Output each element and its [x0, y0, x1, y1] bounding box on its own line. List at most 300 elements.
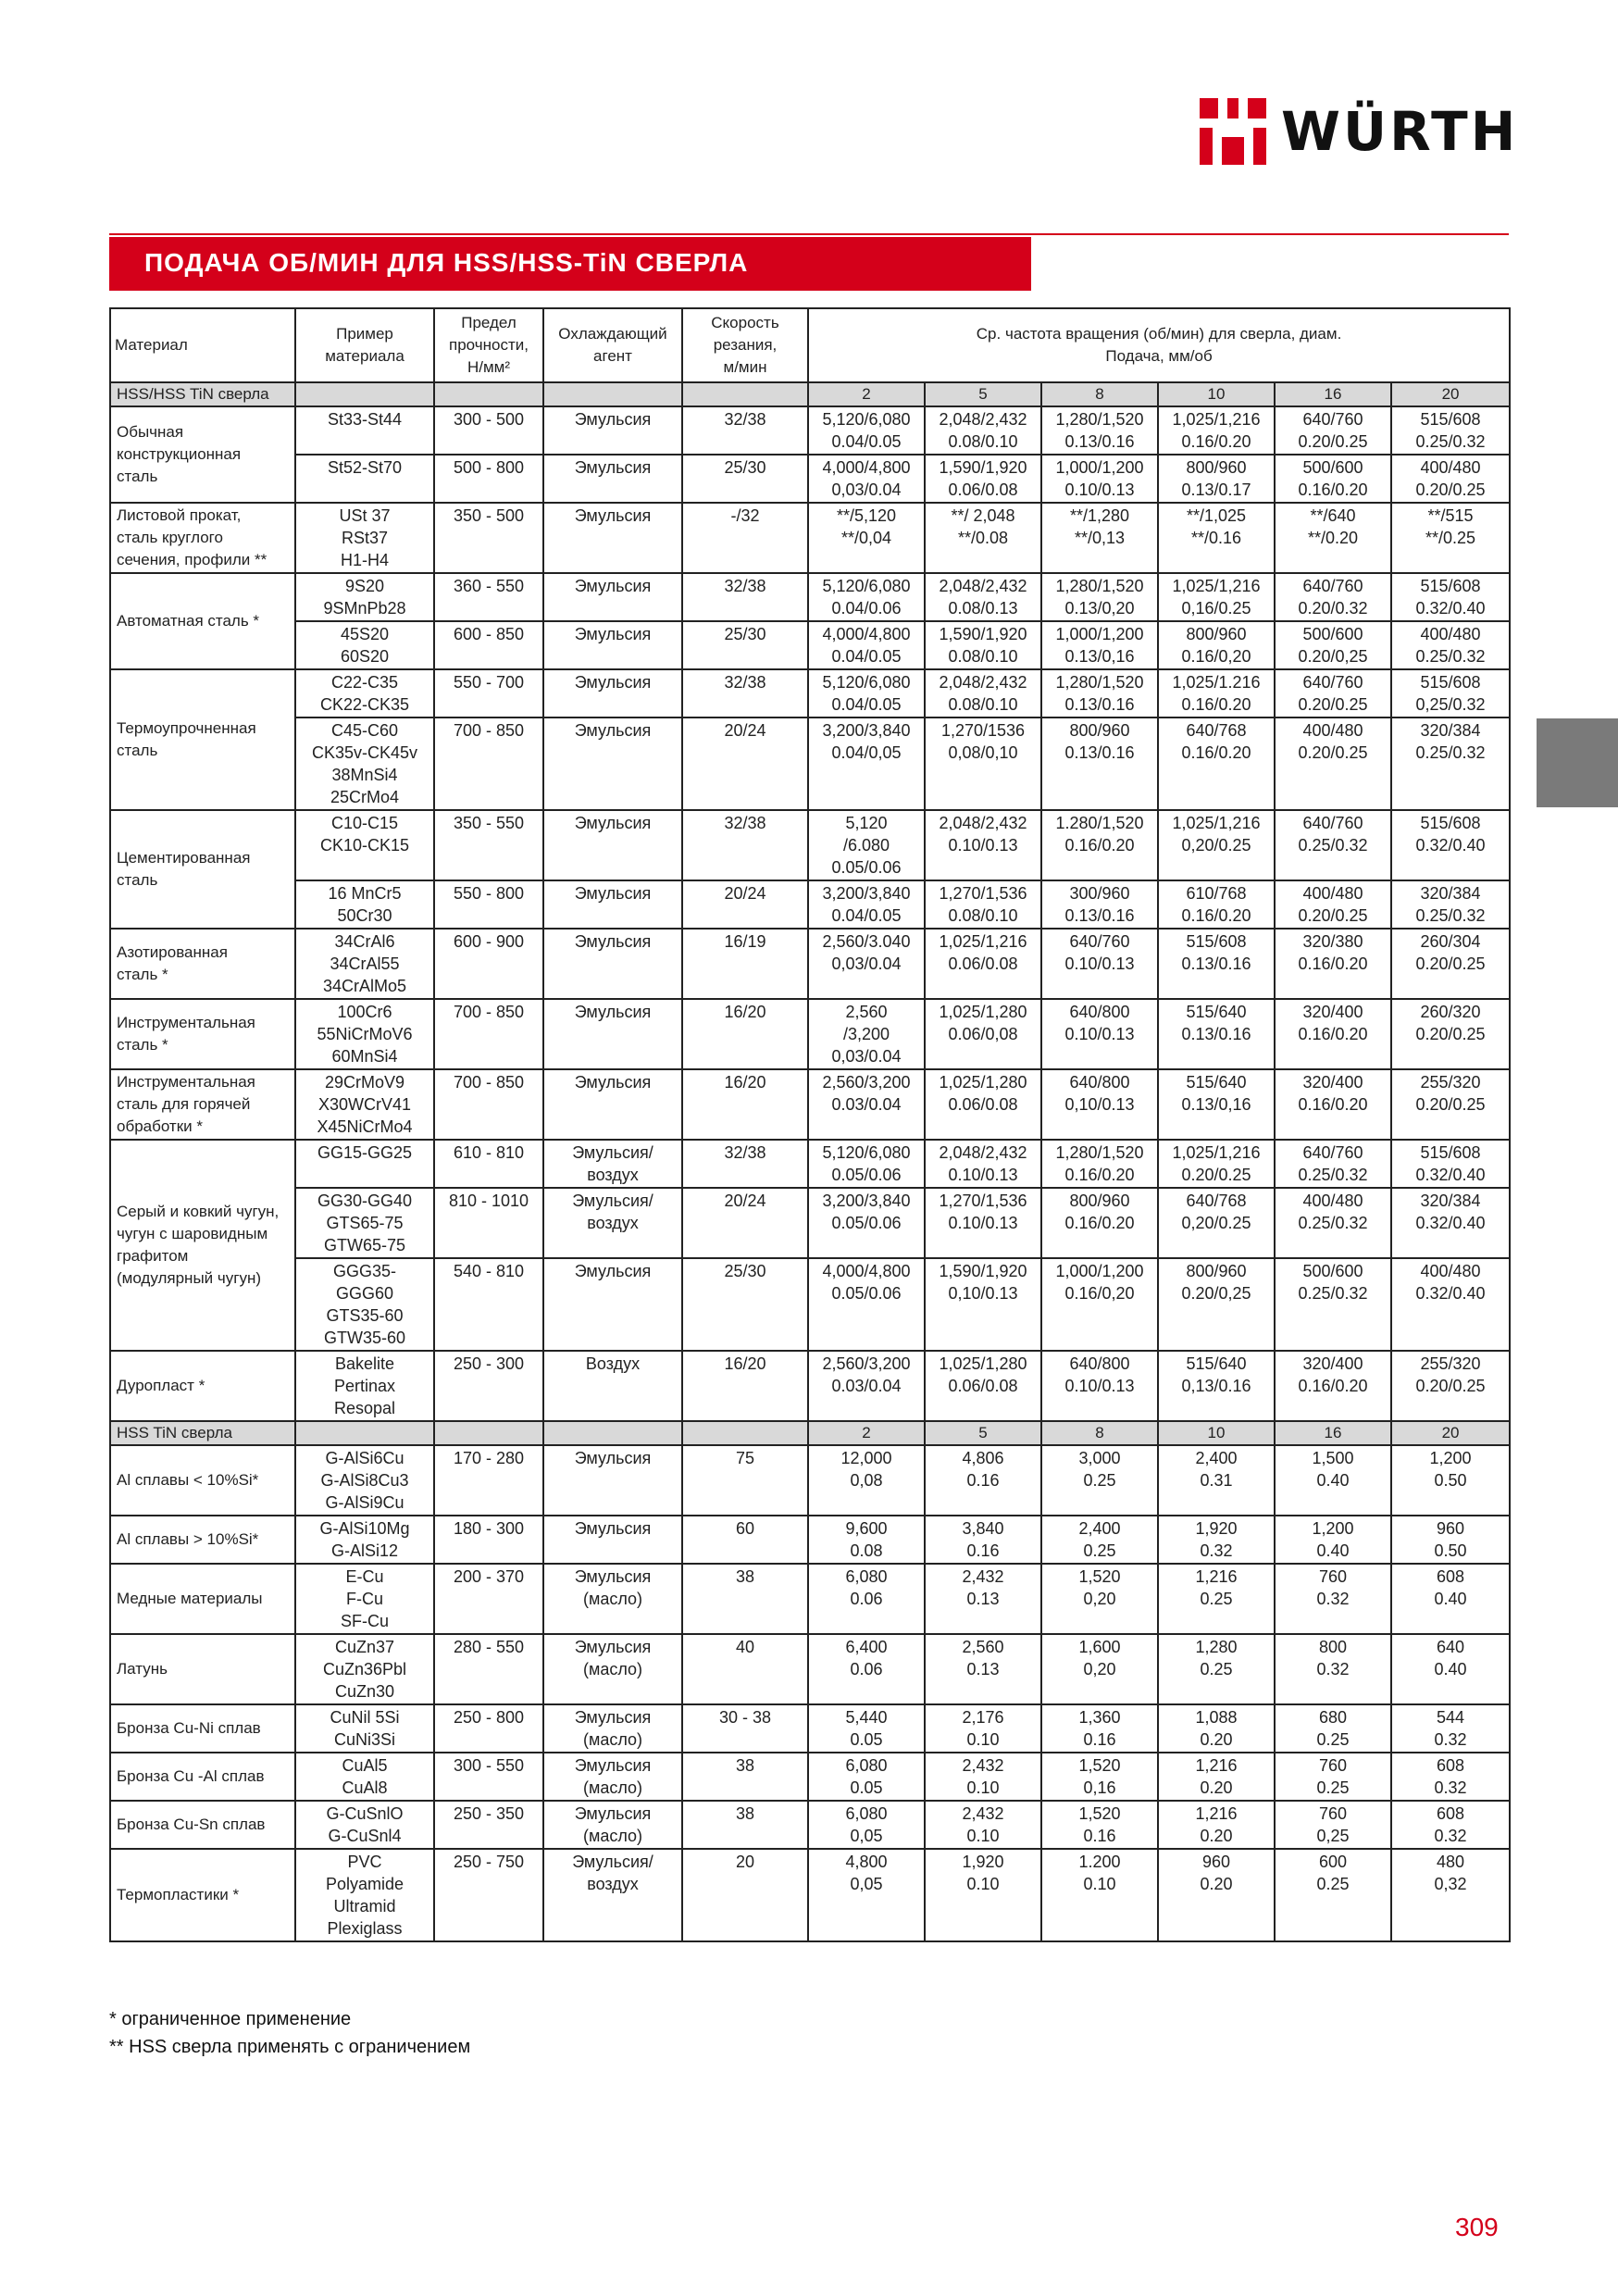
rpm-feed-cell: 1,200 0.50 [1391, 1445, 1510, 1516]
strength-cell: 600 - 900 [434, 929, 543, 999]
example-cell: 16 MnCr5 50Cr30 [295, 880, 434, 929]
rpm-feed-cell: 400/480 0.20/0.25 [1275, 880, 1391, 929]
rpm-feed-cell: 2,048/2,432 0.10/0.13 [925, 810, 1041, 880]
section-row [110, 382, 1510, 406]
rpm-feed-cell: 960 0.20 [1158, 1849, 1275, 1941]
rpm-feed-cell: 608 0.32 [1391, 1753, 1510, 1801]
rpm-feed-cell: 640/800 0.10/0.13 [1041, 1351, 1158, 1421]
coolant-cell: Эмульсия [543, 621, 682, 669]
rpm-feed-cell: 9,600 0.08 [808, 1516, 925, 1564]
table-row [110, 1069, 1510, 1140]
diameter-header: 2 [808, 382, 925, 406]
material-cell: Инструментальная сталь * [110, 999, 295, 1069]
coolant-cell: Эмульсия [543, 406, 682, 455]
rpm-feed-cell: 2,048/2,432 0.08/0.10 [925, 669, 1041, 718]
rpm-feed-cell: 1,216 0.20 [1158, 1753, 1275, 1801]
rpm-feed-cell: 1.280/1,520 0.16/0.20 [1041, 810, 1158, 880]
rpm-feed-cell: 255/320 0.20/0.25 [1391, 1351, 1510, 1421]
material-cell: Инструментальная сталь для горячей обработки * [110, 1069, 295, 1140]
rpm-feed-cell: 600 0.25 [1275, 1849, 1391, 1941]
rpm-feed-cell: 5,440 0.05 [808, 1704, 925, 1753]
rpm-feed-cell: 260/320 0.20/0.25 [1391, 999, 1510, 1069]
rpm-feed-cell: 515/608 0.32/0.40 [1391, 1140, 1510, 1188]
diameter-header: 20 [1391, 382, 1510, 406]
rpm-feed-cell: 1,520 0,20 [1041, 1564, 1158, 1634]
table-row [110, 1704, 1510, 1753]
coolant-cell: Эмульсия (масло) [543, 1564, 682, 1634]
material-cell: Термоупрочненная сталь [110, 669, 295, 810]
rpm-feed-cell: 2,432 0.10 [925, 1753, 1041, 1801]
strength-cell: 280 - 550 [434, 1634, 543, 1704]
diameter-header: 10 [1158, 1421, 1275, 1445]
material-cell: Серый и ковкий чугун, чугун с шаровидным графитом (модулярный чугун) [110, 1140, 295, 1351]
diameter-header: 16 [1275, 1421, 1391, 1445]
rpm-feed-cell: 800/960 0.20/0,25 [1158, 1258, 1275, 1351]
coolant-cell: Эмульсия [543, 455, 682, 503]
rpm-feed-cell: 320/380 0.16/0.20 [1275, 929, 1391, 999]
rpm-feed-cell: 6,400 0.06 [808, 1634, 925, 1704]
rpm-feed-cell: 2,400 0.31 [1158, 1445, 1275, 1516]
rpm-feed-cell: 515/640 0.13/0.16 [1158, 999, 1275, 1069]
title-rule [109, 233, 1509, 235]
rpm-feed-cell: 400/480 0.32/0.40 [1391, 1258, 1510, 1351]
header-rpm: Ср. частота вращения (об/мин) для сверла, диам. Подача, мм/об [808, 308, 1510, 382]
rpm-feed-cell: 1,025/1,280 0.06/0,08 [925, 999, 1041, 1069]
material-cell: Бронза Cu-Ni сплав [110, 1704, 295, 1753]
coolant-cell: Эмульсия (масло) [543, 1634, 682, 1704]
footnote-limited: * ограниченное применение [109, 2009, 352, 2029]
rpm-feed-cell: 1,590/1,920 0.06/0.08 [925, 455, 1041, 503]
material-cell: Листовой прокат, сталь круглого сечения, профили ** [110, 503, 295, 573]
rpm-feed-cell: 1.200 0.10 [1041, 1849, 1158, 1941]
example-cell: 29CrMoV9 X30WCrV41 X45NiCrMo4 [295, 1069, 434, 1140]
table-row [110, 573, 1510, 621]
rpm-feed-cell: 800/960 0.13/0.16 [1041, 718, 1158, 810]
speed-cell: 32/38 [682, 1140, 808, 1188]
example-cell: C10-C15 CK10-CK15 [295, 810, 434, 880]
example-cell: GGG35- GGG60 GTS35-60 GTW35-60 [295, 1258, 434, 1351]
material-cell: Обычная конструкционная сталь [110, 406, 295, 503]
rpm-feed-cell: 1,216 0.25 [1158, 1564, 1275, 1634]
rpm-feed-cell: 1,200 0.40 [1275, 1516, 1391, 1564]
strength-cell: 250 - 750 [434, 1849, 543, 1941]
example-cell: CuNil 5Si CuNi3Si [295, 1704, 434, 1753]
section-empty-cell [434, 1421, 543, 1445]
table-row [110, 1140, 1510, 1188]
rpm-feed-cell: 1,000/1,200 0.16/0,20 [1041, 1258, 1158, 1351]
coolant-cell: Эмульсия [543, 669, 682, 718]
rpm-feed-cell: 515/640 0.13/0,16 [1158, 1069, 1275, 1140]
coolant-cell: Эмульсия/ воздух [543, 1188, 682, 1258]
speed-cell: 20/24 [682, 1188, 808, 1258]
speed-cell: 25/30 [682, 621, 808, 669]
rpm-feed-cell: 260/304 0.20/0.25 [1391, 929, 1510, 999]
section-empty-cell [682, 1421, 808, 1445]
rpm-feed-cell: 640/760 0.20/0.25 [1275, 669, 1391, 718]
wurth-logo-text: WÜRTH [1281, 100, 1519, 163]
rpm-feed-cell: 6,080 0.06 [808, 1564, 925, 1634]
speed-cell: 40 [682, 1634, 808, 1704]
section-empty-cell [295, 1421, 434, 1445]
rpm-feed-cell: 300/960 0.13/0.16 [1041, 880, 1158, 929]
strength-cell: 540 - 810 [434, 1258, 543, 1351]
example-cell: USt 37 RSt37 H1-H4 [295, 503, 434, 573]
coolant-cell: Эмульсия [543, 929, 682, 999]
rpm-feed-cell: 6,080 0.05 [808, 1753, 925, 1801]
section-label: HSS/HSS TiN сверла [110, 382, 295, 406]
rpm-feed-cell: 640/760 0.20/0.32 [1275, 573, 1391, 621]
table-row [110, 929, 1510, 999]
rpm-feed-cell: 400/480 0.25/0.32 [1275, 1188, 1391, 1258]
rpm-feed-cell: 3,200/3,840 0.04/0,05 [808, 718, 925, 810]
table-row [110, 621, 1510, 669]
rpm-feed-cell: 5,120/6,080 0.04/0.05 [808, 406, 925, 455]
coolant-cell: Воздух [543, 1351, 682, 1421]
section-empty-cell [543, 382, 682, 406]
rpm-feed-cell: 1,520 0.16 [1041, 1801, 1158, 1849]
rpm-feed-cell: 1,920 0.10 [925, 1849, 1041, 1941]
example-cell: 9S20 9SMnPb28 [295, 573, 434, 621]
example-cell: 34CrAl6 34CrAl55 34CrAlMo5 [295, 929, 434, 999]
rpm-feed-cell: 515/640 0,13/0.16 [1158, 1351, 1275, 1421]
rpm-feed-cell: 5,120 /6.080 0.05/0.06 [808, 810, 925, 880]
strength-cell: 610 - 810 [434, 1140, 543, 1188]
rpm-feed-cell: 2,432 0.13 [925, 1564, 1041, 1634]
rpm-feed-cell: 320/400 0.16/0.20 [1275, 1069, 1391, 1140]
diameter-header: 8 [1041, 1421, 1158, 1445]
rpm-feed-cell: 2,048/2,432 0.08/0.13 [925, 573, 1041, 621]
drill-feed-table [109, 307, 1511, 1942]
rpm-feed-cell: 320/384 0.32/0.40 [1391, 1188, 1510, 1258]
coolant-cell: Эмульсия/ воздух [543, 1140, 682, 1188]
rpm-feed-cell: 1,280/1,520 0.13/0.16 [1041, 669, 1158, 718]
rpm-feed-cell: 1,270/1,536 0.10/0.13 [925, 1188, 1041, 1258]
rpm-feed-cell: 2,432 0.10 [925, 1801, 1041, 1849]
rpm-feed-cell: 640/760 0.25/0.32 [1275, 1140, 1391, 1188]
rpm-feed-cell: 760 0,25 [1275, 1801, 1391, 1849]
rpm-feed-cell: 1,280 0.25 [1158, 1634, 1275, 1704]
rpm-feed-cell: 608 0.32 [1391, 1801, 1510, 1849]
rpm-feed-cell: 4,806 0.16 [925, 1445, 1041, 1516]
strength-cell: 250 - 350 [434, 1801, 543, 1849]
strength-cell: 700 - 850 [434, 718, 543, 810]
coolant-cell: Эмульсия (масло) [543, 1704, 682, 1753]
rpm-feed-cell: 500/600 0.16/0.20 [1275, 455, 1391, 503]
section-empty-cell [434, 382, 543, 406]
rpm-feed-cell: 515/608 0.32/0.40 [1391, 810, 1510, 880]
strength-cell: 250 - 300 [434, 1351, 543, 1421]
rpm-feed-cell: 640/800 0,10/0.13 [1041, 1069, 1158, 1140]
coolant-cell: Эмульсия [543, 1516, 682, 1564]
example-cell: C45-C60 CK35v-CK45v 38MnSi4 25CrMo4 [295, 718, 434, 810]
page-title: ПОДАЧА ОБ/МИН ДЛЯ HSS/HSS-TiN СВЕРЛА [144, 248, 749, 277]
strength-cell: 700 - 850 [434, 999, 543, 1069]
title-bar [109, 237, 1031, 291]
strength-cell: 180 - 300 [434, 1516, 543, 1564]
speed-cell: -/32 [682, 503, 808, 573]
section-empty-cell [543, 1421, 682, 1445]
example-cell: E-Cu F-Cu SF-Cu [295, 1564, 434, 1634]
speed-cell: 32/38 [682, 406, 808, 455]
rpm-feed-cell: 480 0,32 [1391, 1849, 1510, 1941]
strength-cell: 350 - 500 [434, 503, 543, 573]
example-cell: G-CuSnlO G-CuSnl4 [295, 1801, 434, 1849]
table-row [110, 880, 1510, 929]
strength-cell: 550 - 800 [434, 880, 543, 929]
rpm-feed-cell: 400/480 0.20/0.25 [1391, 455, 1510, 503]
table-row [110, 1188, 1510, 1258]
material-cell: Al сплавы > 10%Si* [110, 1516, 295, 1564]
rpm-feed-cell: 3,200/3,840 0.04/0.05 [808, 880, 925, 929]
rpm-feed-cell: 2,176 0.10 [925, 1704, 1041, 1753]
rpm-feed-cell: 1,920 0.32 [1158, 1516, 1275, 1564]
rpm-feed-cell: 2,560 /3,200 0,03/0.04 [808, 999, 925, 1069]
rpm-feed-cell: 1,025/1,216 0,20/0.25 [1158, 810, 1275, 880]
rpm-feed-cell: 640/760 0.10/0.13 [1041, 929, 1158, 999]
material-cell: Медные материалы [110, 1564, 295, 1634]
rpm-feed-cell: 500/600 0.20/0,25 [1275, 621, 1391, 669]
example-cell: GG15-GG25 [295, 1140, 434, 1188]
diameter-header: 5 [925, 382, 1041, 406]
rpm-feed-cell: 2,560/3,200 0.03/0.04 [808, 1351, 925, 1421]
rpm-feed-cell: 400/480 0.25/0.32 [1391, 621, 1510, 669]
rpm-feed-cell: 800/960 0.16/0.20 [1041, 1188, 1158, 1258]
rpm-feed-cell: 500/600 0.25/0.32 [1275, 1258, 1391, 1351]
diameter-header: 5 [925, 1421, 1041, 1445]
rpm-feed-cell: **/515 **/0.25 [1391, 503, 1510, 573]
strength-cell: 550 - 700 [434, 669, 543, 718]
rpm-feed-cell: 1,360 0.16 [1041, 1704, 1158, 1753]
material-cell: Термопластики * [110, 1849, 295, 1941]
header-material: Материал [110, 308, 295, 382]
rpm-feed-cell: 1,280/1,520 0.16/0.20 [1041, 1140, 1158, 1188]
rpm-feed-cell: 640/800 0.10/0.13 [1041, 999, 1158, 1069]
rpm-feed-cell: 4,000/4,800 0.04/0.05 [808, 621, 925, 669]
table-row [110, 1753, 1510, 1801]
speed-cell: 38 [682, 1753, 808, 1801]
rpm-feed-cell: 544 0.32 [1391, 1704, 1510, 1753]
coolant-cell: Эмульсия [543, 880, 682, 929]
rpm-feed-cell: 1,270/1536 0,08/0,10 [925, 718, 1041, 810]
table-row [110, 810, 1510, 880]
coolant-cell: Эмульсия [543, 1258, 682, 1351]
coolant-cell: Эмульсия [543, 1445, 682, 1516]
header-speed: Скорость резания, м/мин [682, 308, 808, 382]
wurth-logo [1200, 98, 1519, 165]
rpm-feed-cell: 608 0.40 [1391, 1564, 1510, 1634]
speed-cell: 16/19 [682, 929, 808, 999]
rpm-feed-cell: 2,560/3.040 0,03/0.04 [808, 929, 925, 999]
section-label: HSS TiN сверла [110, 1421, 295, 1445]
rpm-feed-cell: 2,560 0.13 [925, 1634, 1041, 1704]
rpm-feed-cell: 640/760 0.20/0.25 [1275, 406, 1391, 455]
rpm-feed-cell: 1,025/1,216 0.20/0.25 [1158, 1140, 1275, 1188]
rpm-feed-cell: 515/608 0.25/0.32 [1391, 406, 1510, 455]
speed-cell: 20 [682, 1849, 808, 1941]
speed-cell: 25/30 [682, 1258, 808, 1351]
rpm-feed-cell: 2,560/3,200 0.03/0.04 [808, 1069, 925, 1140]
rpm-feed-cell: 1,216 0.20 [1158, 1801, 1275, 1849]
rpm-feed-cell: **/640 **/0.20 [1275, 503, 1391, 573]
rpm-feed-cell: 2,048/2,432 0.08/0.10 [925, 406, 1041, 455]
material-cell: Дуропласт * [110, 1351, 295, 1421]
table-row [110, 455, 1510, 503]
speed-cell: 38 [682, 1564, 808, 1634]
table-row [110, 406, 1510, 455]
speed-cell: 30 - 38 [682, 1704, 808, 1753]
rpm-feed-cell: 320/400 0.16/0.20 [1275, 999, 1391, 1069]
speed-cell: 16/20 [682, 1069, 808, 1140]
table-row [110, 1445, 1510, 1516]
example-cell: CuAl5 CuAl8 [295, 1753, 434, 1801]
diameter-header: 2 [808, 1421, 925, 1445]
strength-cell: 250 - 800 [434, 1704, 543, 1753]
coolant-cell: Эмульсия (масло) [543, 1801, 682, 1849]
diameter-header: 8 [1041, 382, 1158, 406]
strength-cell: 700 - 850 [434, 1069, 543, 1140]
rpm-feed-cell: 6,080 0,05 [808, 1801, 925, 1849]
rpm-feed-cell: 800 0.32 [1275, 1634, 1391, 1704]
rpm-feed-cell: 3,840 0.16 [925, 1516, 1041, 1564]
rpm-feed-cell: 515/608 0.32/0.40 [1391, 573, 1510, 621]
rpm-feed-cell: 2,048/2,432 0.10/0.13 [925, 1140, 1041, 1188]
diameter-header: 16 [1275, 382, 1391, 406]
rpm-feed-cell: 2,400 0.25 [1041, 1516, 1158, 1564]
speed-cell: 38 [682, 1801, 808, 1849]
speed-cell: 32/38 [682, 669, 808, 718]
footnotes [109, 2005, 470, 2061]
material-cell: Латунь [110, 1634, 295, 1704]
rpm-feed-cell: 640/768 0.16/0.20 [1158, 718, 1275, 810]
strength-cell: 200 - 370 [434, 1564, 543, 1634]
page-number: 309 [1455, 2213, 1499, 2241]
strength-cell: 300 - 550 [434, 1753, 543, 1801]
header-coolant: Охлаждающий агент [543, 308, 682, 382]
rpm-feed-cell: 1,270/1,536 0.08/0.10 [925, 880, 1041, 929]
rpm-feed-cell: 320/384 0.25/0.32 [1391, 880, 1510, 929]
rpm-feed-cell: 1,025/1,216 0,16/0.25 [1158, 573, 1275, 621]
rpm-feed-cell: 3,000 0.25 [1041, 1445, 1158, 1516]
rpm-feed-cell: 1,025/1.216 0.16/0.20 [1158, 669, 1275, 718]
rpm-feed-cell: 640/768 0,20/0.25 [1158, 1188, 1275, 1258]
strength-cell: 350 - 550 [434, 810, 543, 880]
rpm-feed-cell: 640/760 0.25/0.32 [1275, 810, 1391, 880]
coolant-cell: Эмульсия [543, 503, 682, 573]
material-cell: Азотированная сталь * [110, 929, 295, 999]
rpm-feed-cell: 1,000/1,200 0.13/0,16 [1041, 621, 1158, 669]
example-cell: St52-St70 [295, 455, 434, 503]
table-row [110, 1849, 1510, 1941]
rpm-feed-cell: 320/384 0.25/0.32 [1391, 718, 1510, 810]
rpm-feed-cell: 760 0.32 [1275, 1564, 1391, 1634]
rpm-feed-cell: 1,280/1,520 0.13/0,20 [1041, 573, 1158, 621]
strength-cell: 500 - 800 [434, 455, 543, 503]
rpm-feed-cell: 1,520 0,16 [1041, 1753, 1158, 1801]
coolant-cell: Эмульсия [543, 718, 682, 810]
rpm-feed-cell: 640 0.40 [1391, 1634, 1510, 1704]
speed-cell: 75 [682, 1445, 808, 1516]
rpm-feed-cell: 1,025/1,216 0.06/0.08 [925, 929, 1041, 999]
rpm-feed-cell: 1,025/1,280 0.06/0.08 [925, 1351, 1041, 1421]
diameter-header: 20 [1391, 1421, 1510, 1445]
coolant-cell: Эмульсия/ воздух [543, 1849, 682, 1941]
material-cell: Бронза Cu -Al сплав [110, 1753, 295, 1801]
rpm-feed-cell: 1,590/1,920 0,10/0.13 [925, 1258, 1041, 1351]
example-cell: PVC Polyamide Ultramid Plexiglass [295, 1849, 434, 1941]
rpm-feed-cell: 1,025/1,280 0.06/0.08 [925, 1069, 1041, 1140]
coolant-cell: Эмульсия [543, 999, 682, 1069]
example-cell: 45S20 60S20 [295, 621, 434, 669]
rpm-feed-cell: **/1,025 **/0.16 [1158, 503, 1275, 573]
speed-cell: 32/38 [682, 810, 808, 880]
coolant-cell: Эмульсия [543, 810, 682, 880]
section-empty-cell [682, 382, 808, 406]
coolant-cell: Эмульсия [543, 573, 682, 621]
rpm-feed-cell: 800/960 0.13/0.17 [1158, 455, 1275, 503]
rpm-feed-cell: 3,200/3,840 0.05/0.06 [808, 1188, 925, 1258]
strength-cell: 300 - 500 [434, 406, 543, 455]
rpm-feed-cell: 400/480 0.20/0.25 [1275, 718, 1391, 810]
material-cell: Автоматная сталь * [110, 573, 295, 669]
coolant-cell: Эмульсия [543, 1069, 682, 1140]
rpm-feed-cell: 255/320 0.20/0.25 [1391, 1069, 1510, 1140]
example-cell: 100Cr6 55NiCrMoV6 60MnSi4 [295, 999, 434, 1069]
header-example: Пример материала [295, 308, 434, 382]
example-cell: G-AlSi6Cu G-AlSi8Cu3 G-AlSi9Cu [295, 1445, 434, 1516]
speed-cell: 25/30 [682, 455, 808, 503]
table-row [110, 999, 1510, 1069]
section-empty-cell [295, 382, 434, 406]
table-header-row [110, 308, 1510, 382]
section-row [110, 1421, 1510, 1445]
rpm-feed-cell: 12,000 0,08 [808, 1445, 925, 1516]
rpm-feed-cell: 4,800 0,05 [808, 1849, 925, 1941]
diameter-header: 10 [1158, 382, 1275, 406]
material-cell: Бронза Cu-Sn сплав [110, 1801, 295, 1849]
rpm-feed-cell: **/5,120 **/0,04 [808, 503, 925, 573]
rpm-feed-cell: 4,000/4,800 0,03/0.04 [808, 455, 925, 503]
speed-cell: 20/24 [682, 718, 808, 810]
header-strength: Предел прочности, Н/мм² [434, 308, 543, 382]
material-cell: Цементированная сталь [110, 810, 295, 929]
table-row [110, 718, 1510, 810]
table-row [110, 669, 1510, 718]
table-row [110, 1258, 1510, 1351]
rpm-feed-cell: 1,280/1,520 0.13/0.16 [1041, 406, 1158, 455]
rpm-feed-cell: 1,088 0.20 [1158, 1704, 1275, 1753]
rpm-feed-cell: 320/400 0.16/0.20 [1275, 1351, 1391, 1421]
side-tab-marker [1537, 718, 1618, 807]
rpm-feed-cell: 680 0.25 [1275, 1704, 1391, 1753]
rpm-feed-cell: 1,000/1,200 0.10/0.13 [1041, 455, 1158, 503]
table-row [110, 1801, 1510, 1849]
rpm-feed-cell: 515/608 0,25/0.32 [1391, 669, 1510, 718]
rpm-feed-cell: 515/608 0.13/0.16 [1158, 929, 1275, 999]
wurth-logo-icon [1200, 98, 1266, 165]
example-cell: CuZn37 CuZn36Pbl CuZn30 [295, 1634, 434, 1704]
example-cell: Bakelite Pertinax Resopal [295, 1351, 434, 1421]
strength-cell: 360 - 550 [434, 573, 543, 621]
rpm-feed-cell: 5,120/6,080 0.04/0.05 [808, 669, 925, 718]
rpm-feed-cell: 1,600 0,20 [1041, 1634, 1158, 1704]
material-cell: Al сплавы < 10%Si* [110, 1445, 295, 1516]
rpm-feed-cell: 610/768 0.16/0.20 [1158, 880, 1275, 929]
rpm-feed-cell: **/1,280 **/0,13 [1041, 503, 1158, 573]
speed-cell: 32/38 [682, 573, 808, 621]
table-row [110, 1564, 1510, 1634]
speed-cell: 20/24 [682, 880, 808, 929]
rpm-feed-cell: 1,025/1,216 0.16/0.20 [1158, 406, 1275, 455]
